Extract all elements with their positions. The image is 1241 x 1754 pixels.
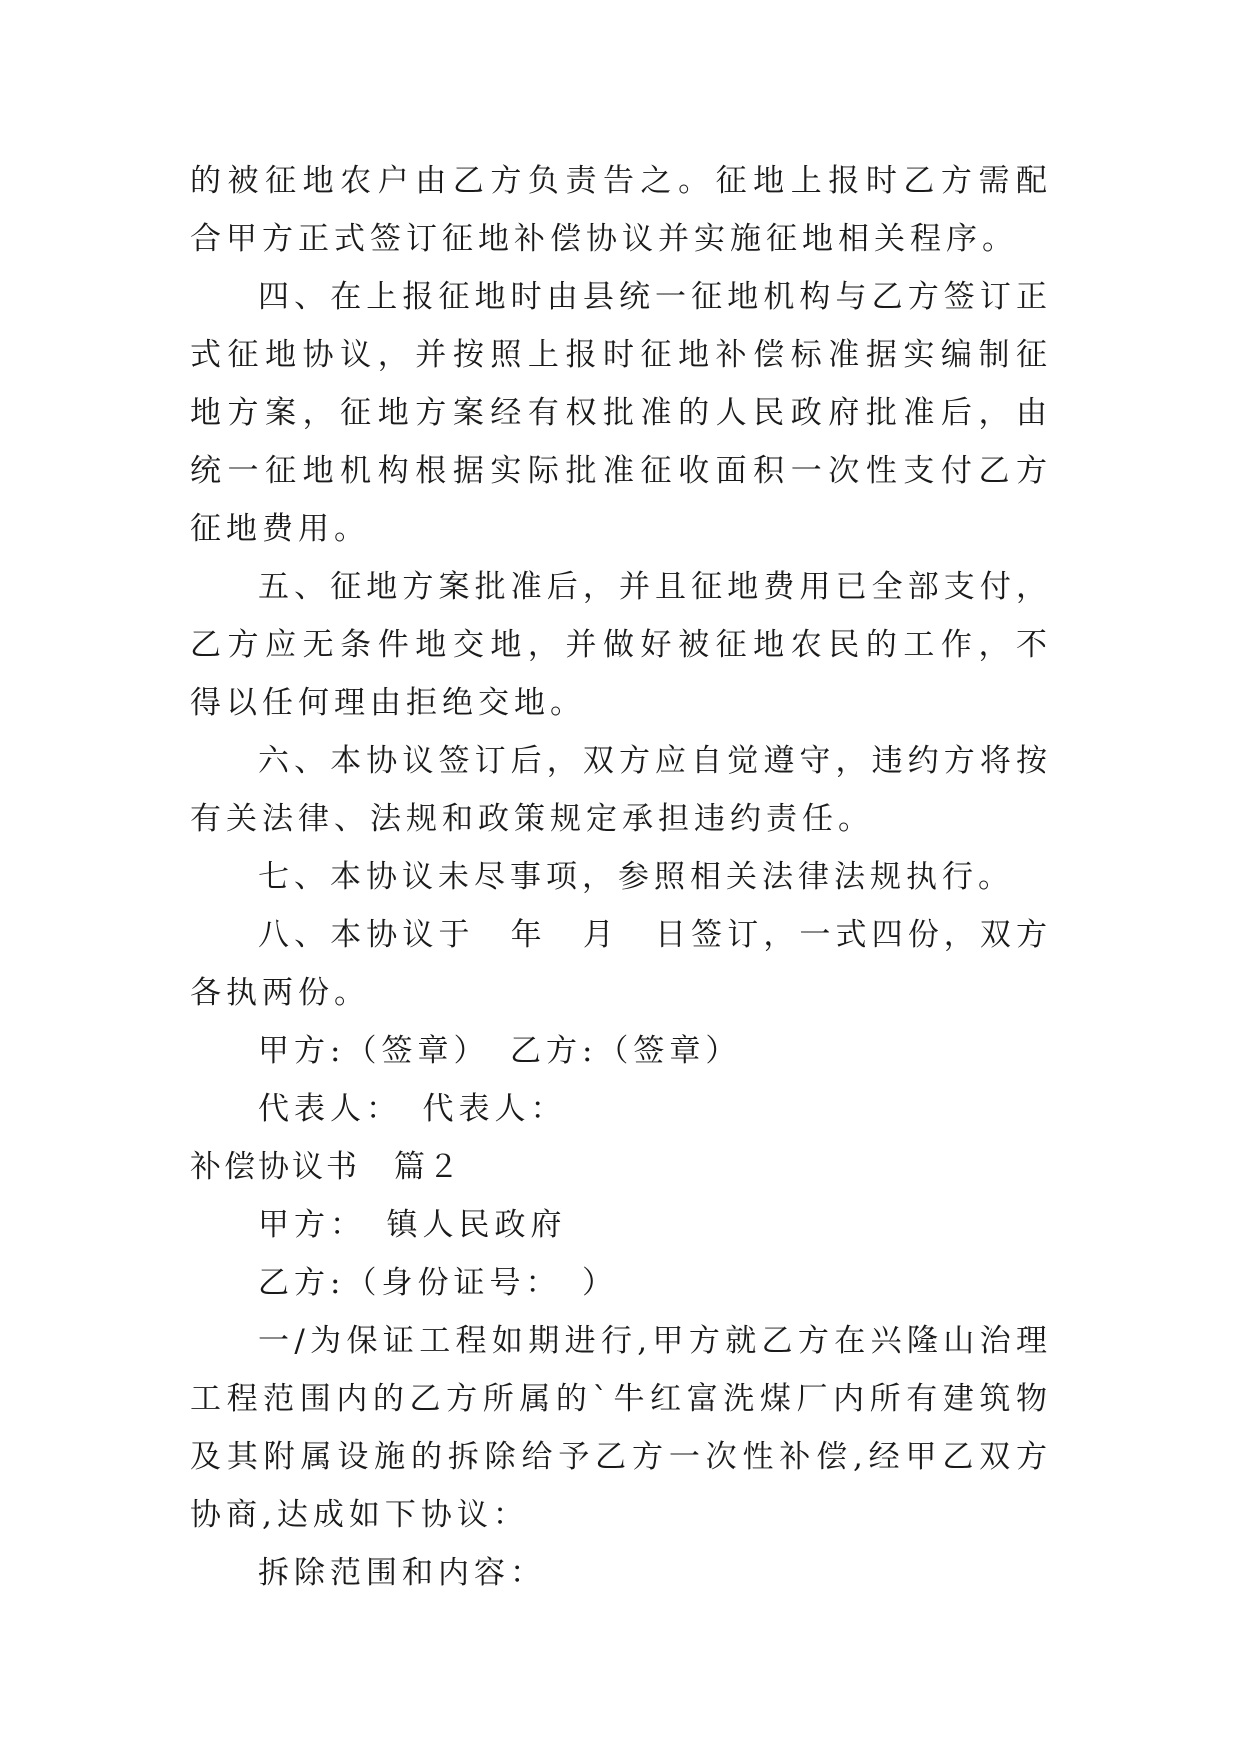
representative-line: 代表人： 代表人：	[258, 1091, 567, 1127]
paragraph-clause-5: 五、征地方案批准后，并且征地费用已全部支付，乙方应无条件地交地，并做好被征地农民的工作，不得以任何理由拒绝交地。	[190, 569, 1052, 721]
document-body	[190, 152, 1052, 1602]
section-heading: 补偿协议书 篇２	[190, 1149, 462, 1185]
signature-line: 甲方:（签章） 乙方:（签章）	[258, 1033, 742, 1069]
paragraph-1: 的被征地农户由乙方负责告之。征地上报时乙方需配合甲方正式签订征地补偿协议并实施征地相关程序。	[190, 163, 1052, 257]
paragraph-clause-4: 四、在上报征地时由县统一征地机构与乙方签订正式征地协议，并按照上报时征地补偿标准据实编制征地方案，征地方案经有权批准的人民政府批准后，由统一征地机构根据实际批准征收面积一次性支付乙方征地费用。	[190, 279, 1052, 547]
demolition-scope-heading: 拆除范围和内容：	[258, 1555, 546, 1591]
party-b-line: 乙方:（身份证号： ）	[258, 1265, 618, 1301]
paragraph-clause-7: 七、本协议未尽事项，参照相关法律法规执行。	[258, 859, 1014, 895]
paragraph-clause-1: 一/为保证工程如期进行,甲方就乙方在兴隆山治理工程范围内的乙方所属的`牛红富洗煤厂内所有建筑物及其附属设施的拆除给予乙方一次性补偿,经甲乙双方协商,达成如下协议：	[190, 1323, 1052, 1533]
paragraph-clause-6: 六、本协议签订后，双方应自觉遵守，违约方将按有关法律、法规和政策规定承担违约责任。	[190, 743, 1052, 837]
party-a-line: 甲方： 镇人民政府	[258, 1207, 567, 1243]
paragraph-clause-8: 八、本协议于 年 月 日签订，一式四份，双方各执两份。	[190, 917, 1052, 1011]
